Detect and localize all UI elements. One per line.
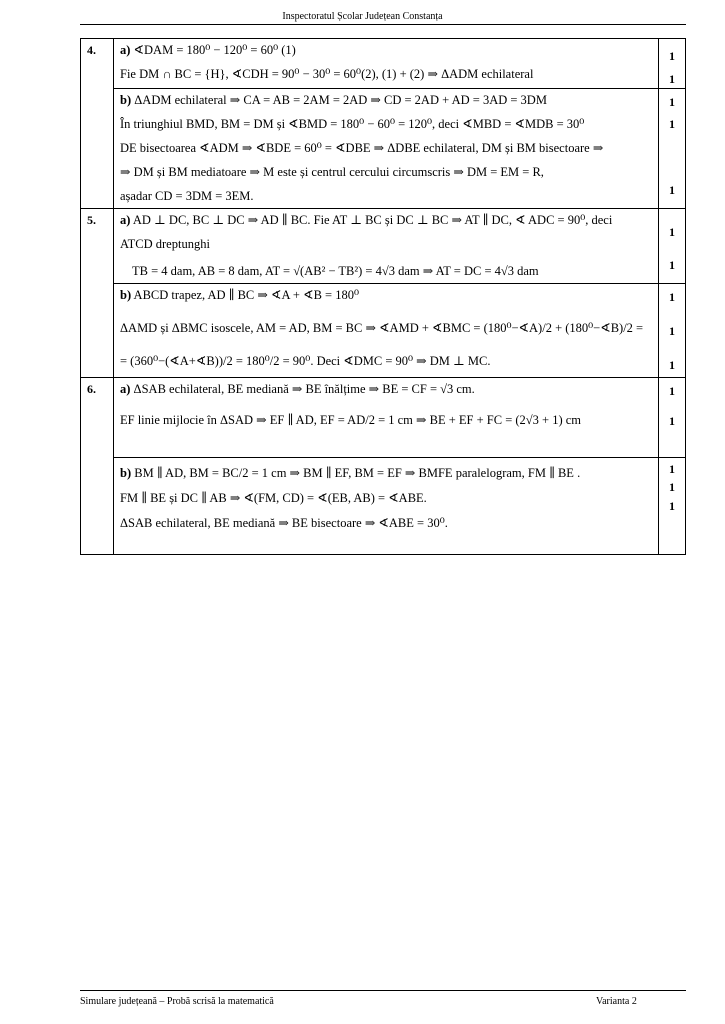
point-value: 1: [669, 258, 675, 272]
point-value: 1: [669, 183, 675, 197]
solution-cell: [114, 89, 659, 209]
solution-cell: [114, 458, 659, 555]
problem-number: 4.: [81, 39, 114, 209]
solution-line: FM ∥ BE și DC ∥ AB ⇒ ∢(FM, CD) = ∢(EB, AB) = ∢ABE.: [120, 491, 427, 505]
solution-line: a) AD ⊥ DC, BC ⊥ DC ⇒ AD ∥ BC. Fie AT ⊥ BC și DC ⊥ BC ⇒ AT ∥ DC, ∢ ADC = 90⁰, deci: [120, 213, 613, 227]
point-value: 1: [669, 72, 675, 86]
solution-line: așadar CD = 3DM = 3EM.: [120, 189, 254, 203]
solution-cell: [114, 39, 659, 89]
point-value: 1: [669, 499, 675, 513]
point-value: 1: [669, 358, 675, 372]
point-value: 1: [669, 462, 675, 476]
points-cell: [659, 89, 686, 209]
points-cell: [659, 209, 686, 284]
solution-line: ATCD dreptunghi: [120, 237, 210, 251]
point-value: 1: [669, 324, 675, 338]
points-cell: [659, 39, 686, 89]
solution-line: b) ABCD trapez, AD ∥ BC ⇒ ∢A + ∢B = 180⁰: [120, 288, 359, 302]
grading-table: [80, 38, 686, 555]
solution-line: TB = 4 dam, AB = 8 dam, AT = √(AB² − TB²) = 4√3 dam ⇒ AT = DC = 4√3 dam: [132, 264, 539, 278]
solution-cell: [114, 284, 659, 378]
problem-4-part-b-row: [81, 89, 686, 209]
solution-line: DE bisectoarea ∢ADM ⇒ ∢BDE = 60⁰ = ∢DBE ⇒ ΔDBE echilateral, DM și BM bisectoare ⇒: [120, 141, 604, 155]
problem-4-part-a-row: [81, 39, 686, 89]
solution-line: a) ΔSAB echilateral, BE mediană ⇒ BE înălțime ⇒ BE = CF = √3 cm.: [120, 382, 475, 396]
point-value: 1: [669, 384, 675, 398]
solution-line: b) ΔADM echilateral ⇒ CA = AB = 2AM = 2AD ⇒ CD = 2AD + AD = 3AD = 3DM: [120, 93, 547, 107]
problem-5-part-a-row: [81, 209, 686, 284]
page-header-title: Inspectoratul Școlar Județean Constanța: [282, 11, 443, 22]
footer-divider: [80, 990, 686, 991]
point-value: 1: [669, 117, 675, 131]
header-divider: [80, 24, 686, 25]
point-value: 1: [669, 95, 675, 109]
solution-line: Fie DM ∩ BC = {H}, ∢CDH = 90⁰ − 30⁰ = 60⁰(2), (1) + (2) ⇒ ΔADM echilateral: [120, 67, 534, 81]
footer-exam-title: Simulare județeană – Probă scrisă la matematică: [80, 996, 274, 1007]
point-value: 1: [669, 480, 675, 494]
problem-number: 6.: [81, 378, 114, 555]
solution-line: EF linie mijlocie în ΔSAD ⇒ EF ∥ AD, EF = AD/2 = 1 cm ⇒ BE + EF + FC = (2√3 + 1) cm: [120, 413, 582, 427]
solution-line: ⇒ DM și BM mediatoare ⇒ M este și centrul cercului circumscris ⇒ DM = EM = R,: [120, 165, 544, 179]
solution-line: ΔSAB echilateral, BE mediană ⇒ BE bisectoare ⇒ ∢ABE = 30⁰.: [120, 516, 448, 530]
problem-5-part-b-row: [81, 284, 686, 378]
solution-line: a) ∢DAM = 180⁰ − 120⁰ = 60⁰ (1): [120, 43, 296, 57]
problem-number: 5.: [81, 209, 114, 378]
problem-6-part-a-row: [81, 378, 686, 458]
points-cell: [659, 378, 686, 458]
point-value: 1: [669, 225, 675, 239]
point-value: 1: [669, 49, 675, 63]
problem-6-part-b-row: [81, 458, 686, 555]
solution-line: ΔAMD și ΔBMC isoscele, AM = AD, BM = BC ⇒ ∢AMD + ∢BMC = (180⁰−∢A)/2 + (180⁰−∢B)/2 =: [120, 321, 644, 335]
solution-cell: [114, 209, 659, 284]
solution-cell: [114, 378, 659, 458]
points-cell: [659, 458, 686, 555]
solution-line: b) BM ∥ AD, BM = BC/2 = 1 cm ⇒ BM ∥ EF, BM = EF ⇒ BMFE paralelogram, FM ∥ BE .: [120, 466, 581, 480]
points-cell: [659, 284, 686, 378]
point-value: 1: [669, 290, 675, 304]
footer-variant: Varianta 2: [596, 996, 637, 1007]
solution-line: = (360⁰−(∢A+∢B))/2 = 180⁰/2 = 90⁰. Deci ∢DMC = 90⁰ ⇒ DM ⊥ MC.: [120, 354, 491, 368]
point-value: 1: [669, 414, 675, 428]
solution-line: În triunghiul BMD, BM = DM și ∢BMD = 180⁰ − 60⁰ = 120⁰, deci ∢MBD = ∢MDB = 30⁰: [120, 117, 585, 131]
